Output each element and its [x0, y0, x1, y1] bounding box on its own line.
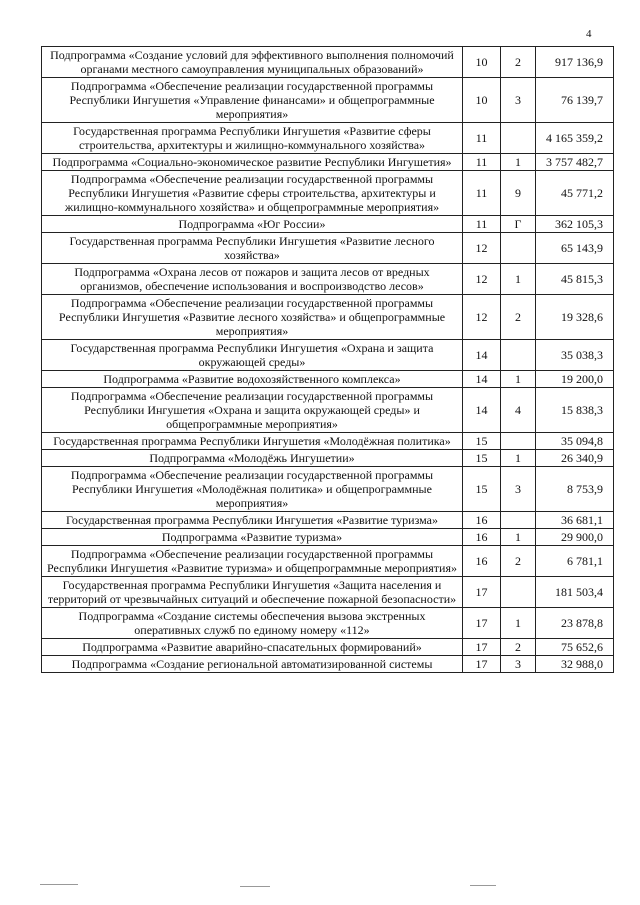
table-row: [42, 388, 614, 433]
amount-cell: 362 105,3: [536, 216, 614, 233]
program-code-cell: 12: [463, 295, 501, 340]
program-name-cell: Подпрограмма «Обеспечение реализации государственной программы Республики Ингушетия «Охрана и защита окружающей среды» и общепрограммные мероприятия»: [42, 388, 463, 433]
amount-cell: 45 815,3: [536, 264, 614, 295]
program-name-cell: Подпрограмма «Развитие водохозяйственного комплекса»: [42, 371, 463, 388]
amount-cell: 45 771,2: [536, 171, 614, 216]
program-name-cell: Подпрограмма «Юг России»: [42, 216, 463, 233]
program-name-cell: Подпрограмма «Создание условий для эффективного выполнения полномочий органами местного самоуправления муниципальных образований»: [42, 47, 463, 78]
amount-cell: 19 200,0: [536, 371, 614, 388]
table-body: [42, 47, 614, 673]
table-row: [42, 340, 614, 371]
program-name-cell: Государственная программа Республики Ингушетия «Развитие туризма»: [42, 512, 463, 529]
program-code-cell: 14: [463, 388, 501, 433]
amount-cell: 32 988,0: [536, 656, 614, 673]
subprogram-code-cell: [501, 433, 536, 450]
program-code-cell: 12: [463, 264, 501, 295]
subprogram-code-cell: [501, 233, 536, 264]
amount-cell: 3 757 482,7: [536, 154, 614, 171]
program-code-cell: 16: [463, 512, 501, 529]
program-code-cell: 11: [463, 123, 501, 154]
program-code-cell: 16: [463, 546, 501, 577]
scan-artifact-line: [240, 886, 270, 887]
subprogram-code-cell: 1: [501, 529, 536, 546]
program-code-cell: 14: [463, 340, 501, 371]
program-code-cell: 17: [463, 656, 501, 673]
amount-cell: 19 328,6: [536, 295, 614, 340]
table-row: [42, 78, 614, 123]
table-row: [42, 295, 614, 340]
subprogram-code-cell: [501, 577, 536, 608]
table-row: [42, 467, 614, 512]
table-row: [42, 264, 614, 295]
subprogram-code-cell: 1: [501, 371, 536, 388]
subprogram-code-cell: 9: [501, 171, 536, 216]
program-code-cell: 12: [463, 233, 501, 264]
table-row: [42, 47, 614, 78]
scan-artifact-line: [40, 884, 78, 885]
program-code-cell: 11: [463, 216, 501, 233]
subprogram-code-cell: 1: [501, 154, 536, 171]
table-row: [42, 608, 614, 639]
table-row: [42, 433, 614, 450]
amount-cell: 35 038,3: [536, 340, 614, 371]
subprogram-code-cell: [501, 340, 536, 371]
subprogram-code-cell: 2: [501, 639, 536, 656]
budget-table: [41, 46, 614, 673]
subprogram-code-cell: 1: [501, 264, 536, 295]
program-name-cell: Подпрограмма «Развитие аварийно-спасательных формирований»: [42, 639, 463, 656]
table-row: [42, 656, 614, 673]
table-row: [42, 639, 614, 656]
amount-cell: 6 781,1: [536, 546, 614, 577]
program-code-cell: 15: [463, 467, 501, 512]
amount-cell: 29 900,0: [536, 529, 614, 546]
program-name-cell: Государственная программа Республики Ингушетия «Молодёжная политика»: [42, 433, 463, 450]
program-code-cell: 17: [463, 577, 501, 608]
subprogram-code-cell: 2: [501, 47, 536, 78]
program-name-cell: Подпрограмма «Развитие туризма»: [42, 529, 463, 546]
subprogram-code-cell: 2: [501, 546, 536, 577]
amount-cell: 36 681,1: [536, 512, 614, 529]
subprogram-code-cell: 3: [501, 467, 536, 512]
program-code-cell: 11: [463, 154, 501, 171]
program-code-cell: 10: [463, 47, 501, 78]
program-code-cell: 17: [463, 608, 501, 639]
program-name-cell: Подпрограмма «Обеспечение реализации государственной программы Республики Ингушетия «Управление финансами» и общепрограммные мероприятия»: [42, 78, 463, 123]
program-code-cell: 17: [463, 639, 501, 656]
program-name-cell: Подпрограмма «Обеспечение реализации государственной программы Республики Ингушетия «Развитие лесного хозяйства» и общепрограммные мероприятия»: [42, 295, 463, 340]
amount-cell: 76 139,7: [536, 78, 614, 123]
subprogram-code-cell: 1: [501, 608, 536, 639]
subprogram-code-cell: [501, 123, 536, 154]
table-row: [42, 171, 614, 216]
subprogram-code-cell: [501, 512, 536, 529]
program-code-cell: 15: [463, 433, 501, 450]
table-row: [42, 529, 614, 546]
program-code-cell: 14: [463, 371, 501, 388]
program-name-cell: Подпрограмма «Охрана лесов от пожаров и защита лесов от вредных организмов, обеспечение использования и воспроизводство лесов»: [42, 264, 463, 295]
program-code-cell: 11: [463, 171, 501, 216]
amount-cell: 35 094,8: [536, 433, 614, 450]
amount-cell: 15 838,3: [536, 388, 614, 433]
amount-cell: 23 878,8: [536, 608, 614, 639]
program-code-cell: 15: [463, 450, 501, 467]
subprogram-code-cell: 2: [501, 295, 536, 340]
table-row: [42, 546, 614, 577]
program-name-cell: Подпрограмма «Социально-экономическое развитие Республики Ингушетия»: [42, 154, 463, 171]
program-code-cell: 10: [463, 78, 501, 123]
subprogram-code-cell: 3: [501, 78, 536, 123]
amount-cell: 8 753,9: [536, 467, 614, 512]
scan-artifact-line: [470, 885, 496, 886]
program-name-cell: Подпрограмма «Обеспечение реализации государственной программы Республики Ингушетия «Молодёжная политика» и общепрограммные мероприятия»: [42, 467, 463, 512]
table-row: [42, 577, 614, 608]
program-name-cell: Подпрограмма «Обеспечение реализации государственной программы Республики Ингушетия «Развитие сферы строительства, архитектуры и жилищно-коммунального хозяйства» и общепрограммные мероприятия»: [42, 171, 463, 216]
amount-cell: 75 652,6: [536, 639, 614, 656]
subprogram-code-cell: 1: [501, 450, 536, 467]
program-name-cell: Подпрограмма «Создание системы обеспечения вызова экстренных оперативных служб по единому номеру «112»: [42, 608, 463, 639]
table-row: [42, 154, 614, 171]
table-row: [42, 216, 614, 233]
table-row: [42, 512, 614, 529]
program-name-cell: Государственная программа Республики Ингушетия «Развитие сферы строительства, архитектуры и жилищно-коммунального хозяйства»: [42, 123, 463, 154]
amount-cell: 65 143,9: [536, 233, 614, 264]
page-number: 4: [586, 28, 592, 40]
table-row: [42, 233, 614, 264]
program-name-cell: Подпрограмма «Обеспечение реализации государственной программы Республики Ингушетия «Развитие туризма» и общепрограммные мероприятия»: [42, 546, 463, 577]
table-row: [42, 450, 614, 467]
program-code-cell: 16: [463, 529, 501, 546]
subprogram-code-cell: 3: [501, 656, 536, 673]
table-row: [42, 371, 614, 388]
table-row: [42, 123, 614, 154]
program-name-cell: Подпрограмма «Создание региональной автоматизированной системы: [42, 656, 463, 673]
amount-cell: 26 340,9: [536, 450, 614, 467]
amount-cell: 917 136,9: [536, 47, 614, 78]
program-name-cell: Подпрограмма «Молодёжь Ингушетии»: [42, 450, 463, 467]
subprogram-code-cell: Г: [501, 216, 536, 233]
program-name-cell: Государственная программа Республики Ингушетия «Развитие лесного хозяйства»: [42, 233, 463, 264]
amount-cell: 4 165 359,2: [536, 123, 614, 154]
subprogram-code-cell: 4: [501, 388, 536, 433]
program-name-cell: Государственная программа Республики Ингушетия «Охрана и защита окружающей среды»: [42, 340, 463, 371]
amount-cell: 181 503,4: [536, 577, 614, 608]
program-name-cell: Государственная программа Республики Ингушетия «Защита населения и территорий от чрезвычайных ситуаций и обеспечение пожарной безопасности»: [42, 577, 463, 608]
